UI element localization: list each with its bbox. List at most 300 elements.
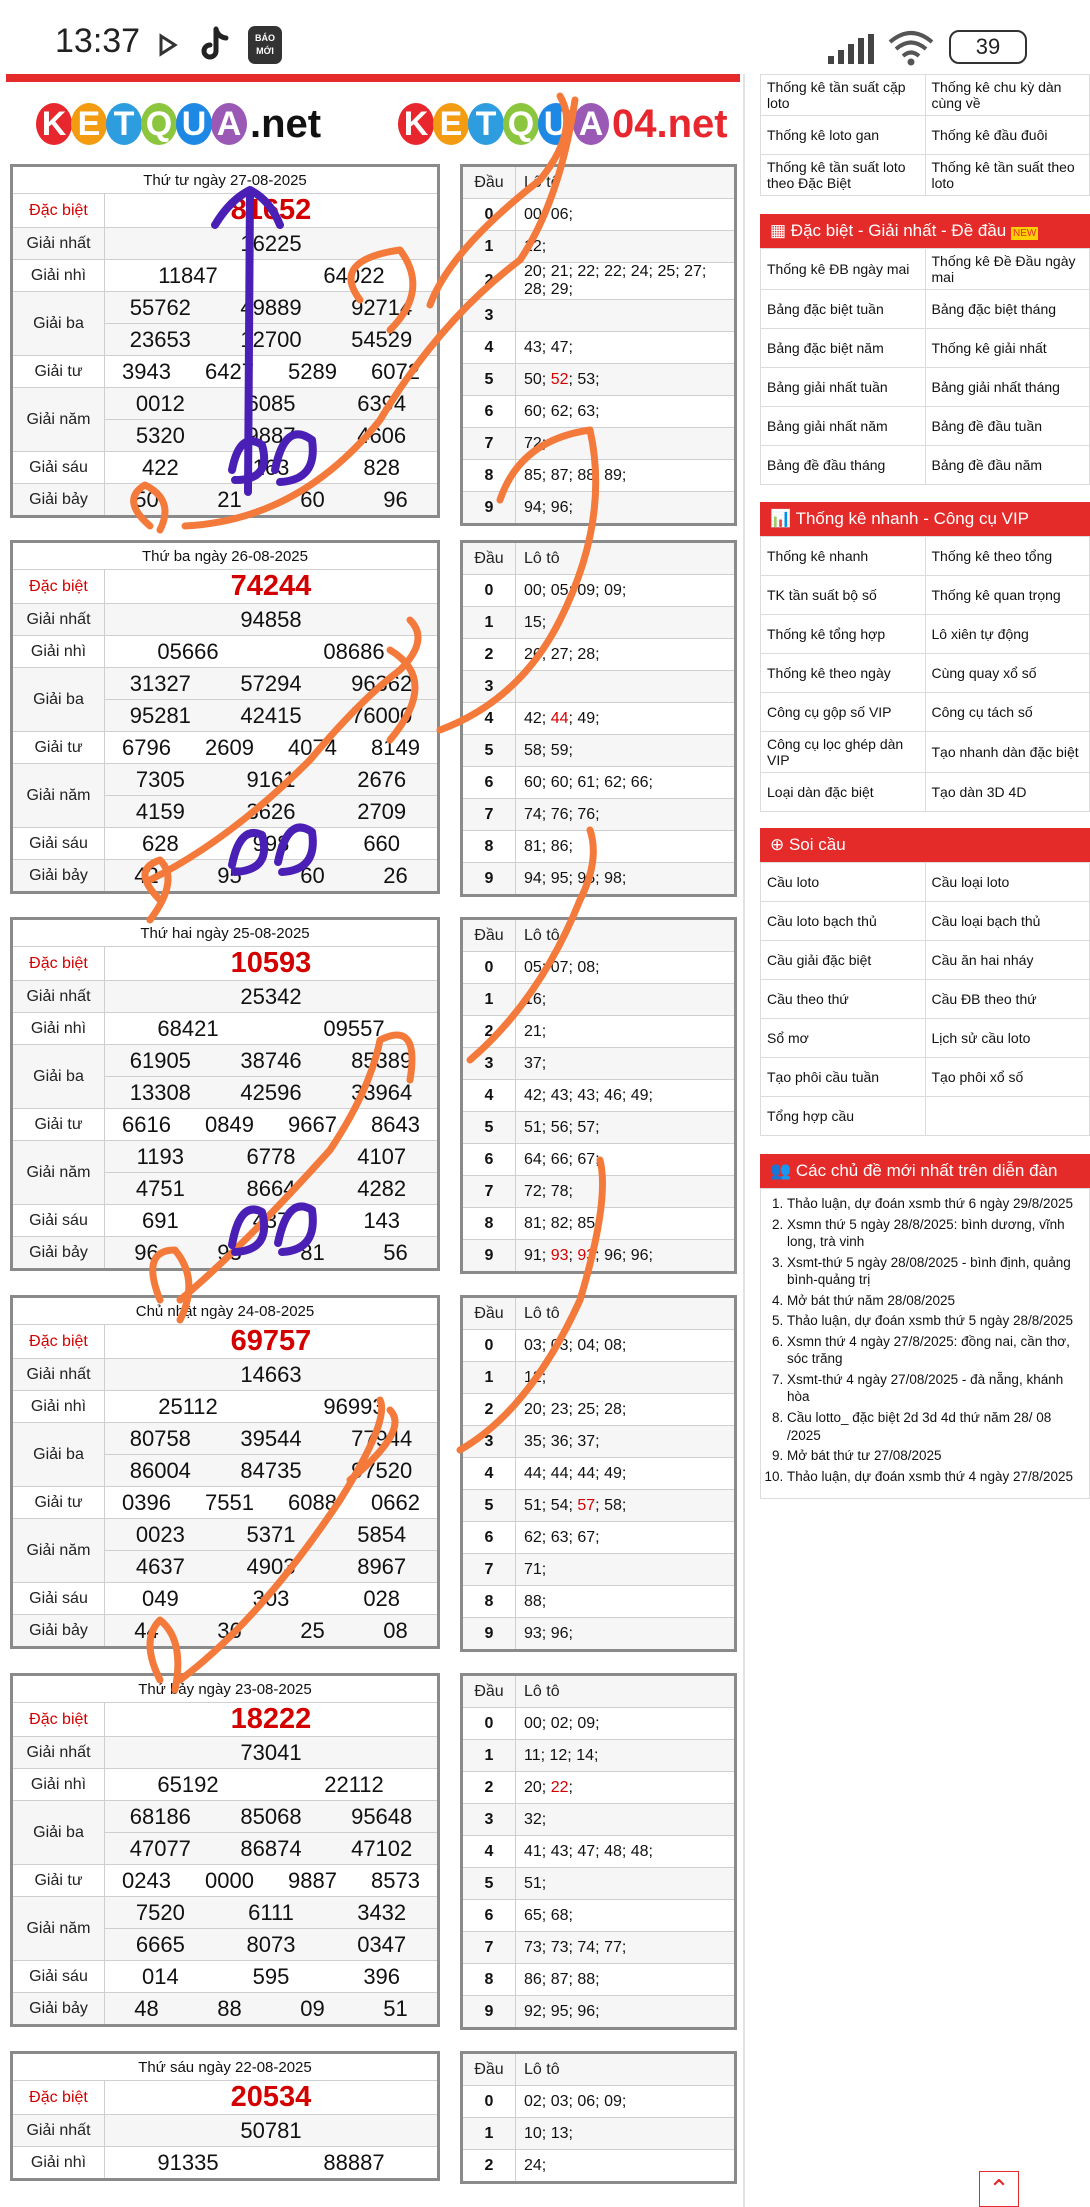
prize-number: 8149 (371, 734, 420, 760)
prize-numbers (105, 1016, 437, 1042)
baomoi-icon: BÁO MỚI (248, 26, 282, 64)
draw-title: Thứ ba ngày 26-08-2025 (12, 542, 439, 570)
prize-number: 6111 (248, 1899, 294, 1925)
sidebar-link[interactable]: Thống kê đầu đuôi (925, 116, 1090, 155)
prize-label: Giải nhì (12, 636, 105, 668)
sidebar-link[interactable]: Bảng đề đầu năm (925, 446, 1090, 485)
loto-values: 72; 78; (516, 1176, 736, 1208)
prize-numbers (105, 1554, 437, 1580)
loto-values: 91; 93; 93; 96; 96; (516, 1240, 736, 1273)
prize-label: Giải ba (12, 1801, 105, 1865)
prize-number: 39544 (240, 1425, 302, 1451)
sidebar-link[interactable]: Thống kê loto gan (761, 116, 926, 155)
loto-values: 65; 68; (516, 1900, 736, 1932)
prize-number: 5854 (357, 1521, 407, 1547)
news-item[interactable]: 2. Xsmn thứ 5 ngày 28/8/2025: bình dương, vĩnh long, trà vinh (787, 1216, 1085, 1251)
sidebar-link[interactable]: Sổ mơ (761, 1019, 926, 1058)
loto-head: 9 (462, 492, 516, 525)
sidebar-link[interactable]: Tạo dàn 3D 4D (925, 773, 1090, 812)
prize-number: 92714 (351, 294, 413, 320)
loto-values: 00; 05; 09; 09; (516, 575, 736, 607)
loto-head: 6 (462, 1522, 516, 1554)
prize-label: Đặc biệt (12, 947, 105, 981)
prize-numbers (105, 263, 437, 289)
loto-values: 60; 62; 63; (516, 396, 736, 428)
sidebar-link[interactable]: Thống kê tần suất theo loto (925, 155, 1090, 196)
sidebar-link[interactable]: Tạo phôi cầu tuần (761, 1058, 926, 1097)
news-item[interactable]: 4. Mở bát thứ năm 28/08/2025 (787, 1292, 1085, 1310)
special-prize: 69757 (230, 1325, 312, 1357)
prize-number: 33964 (351, 1079, 413, 1105)
prize-label: Giải nhì (12, 1769, 105, 1801)
prize-numbers (105, 703, 437, 729)
prize-numbers (105, 1900, 437, 1926)
soi-cau-links (760, 862, 1090, 1136)
loto-head: 4 (462, 1458, 516, 1490)
loto-values: 58; 59; (516, 735, 736, 767)
results-table (10, 2051, 440, 2181)
prize-number: 88 (217, 1995, 242, 2021)
sidebar-link[interactable]: Thống kê nhanh (761, 537, 926, 576)
results-table (10, 164, 440, 518)
head-label: Đầu (462, 919, 516, 952)
loto-values: 10; 13; (516, 2118, 736, 2150)
prize-numbers (105, 1080, 437, 1106)
loto-values: 32; (516, 1804, 736, 1836)
loto-values: 93; 96; (516, 1618, 736, 1651)
logo-letter: E (71, 103, 107, 145)
prize-number: 660 (363, 830, 401, 856)
sidebar-top-links (760, 74, 1090, 196)
sidebar-link[interactable]: Cầu ĐB theo thứ (925, 980, 1090, 1019)
loto-values: 05; 07; 08; (516, 952, 736, 984)
loto-table (460, 540, 737, 897)
news-item[interactable]: 10. Thảo luận, dự đoán xsmb thứ 4 ngày 27/8/2025 (787, 1468, 1085, 1486)
loto-head: 5 (462, 364, 516, 396)
prize-number: 85068 (240, 1803, 302, 1829)
loto-head: 5 (462, 1112, 516, 1144)
prize-number: 6778 (246, 1143, 296, 1169)
prize-number: 0662 (371, 1489, 420, 1515)
prize-number: 95 (217, 862, 242, 888)
prize-numbers (105, 391, 437, 417)
sidebar-link[interactable] (925, 1097, 1090, 1136)
prize-number: 44 (134, 1617, 159, 1643)
prize-numbers (105, 1458, 437, 1484)
news-item[interactable]: 6. Xsmn thứ 4 ngày 27/8/2025: đồng nai, cần thơ, sóc trăng (787, 1333, 1085, 1368)
loto-head: 2 (462, 1016, 516, 1048)
sidebar-link[interactable]: Cầu theo thứ (761, 980, 926, 1019)
sidebar-link[interactable]: Bảng đặc biệt tuần (761, 290, 926, 329)
prize-label: Giải tư (12, 732, 105, 764)
loto-values: 81; 82; 85; (516, 1208, 736, 1240)
table-icon: ▦ (770, 221, 791, 240)
prize-number: 12700 (240, 326, 302, 352)
sidebar-link[interactable]: Lô xiên tự động (925, 615, 1090, 654)
sidebar-link[interactable]: Thống kê tổng hợp (761, 615, 926, 654)
loto-values: 86; 87; 88; (516, 1964, 736, 1996)
loto-head: 5 (462, 735, 516, 767)
prize-number: 08686 (323, 638, 385, 664)
prize-number: 396 (363, 1963, 401, 1989)
sidebar-link[interactable]: Thống kê theo ngày (761, 654, 926, 693)
prize-number: 42 (134, 862, 159, 888)
logo-tail: 04.net (612, 101, 728, 146)
loto-head: 7 (462, 1176, 516, 1208)
prize-number: 96362 (351, 670, 413, 696)
head-label: Đầu (462, 2053, 516, 2086)
loto-head: 9 (462, 1240, 516, 1273)
signal-icon (828, 34, 874, 64)
prize-number: 4074 (288, 734, 337, 760)
sidebar-link[interactable]: Cầu ăn hai nháy (925, 941, 1090, 980)
loto-values: 00; 02; 09; (516, 1708, 736, 1740)
loto-head: 8 (462, 1964, 516, 1996)
prize-number: 86874 (240, 1835, 302, 1861)
sidebar-link[interactable]: Bảng giải nhất năm (761, 407, 926, 446)
logo-letter: A (211, 103, 247, 145)
prize-numbers (105, 1112, 437, 1138)
loto-values: 03; 03; 04; 08; (516, 1330, 736, 1362)
logo-letter: T (106, 103, 142, 145)
loto-head: 2 (462, 639, 516, 671)
loto-values: 74; 76; 76; (516, 799, 736, 831)
loto-values: 37; (516, 1048, 736, 1080)
prize-numbers (105, 767, 437, 793)
prize-number: 9887 (246, 422, 296, 448)
results-table (10, 540, 440, 894)
search-icon: ⊕ (770, 835, 789, 854)
prize-number: 91335 (157, 2149, 219, 2175)
prize-number: 96 (134, 1239, 159, 1265)
prize-number: 50 (134, 486, 159, 512)
prize-label: Giải nhất (12, 1737, 105, 1769)
loto-values: 24; (516, 2150, 736, 2183)
prize-number: 49889 (240, 294, 302, 320)
sidebar-link[interactable]: Bảng đề đầu tuần (925, 407, 1090, 446)
loto-head: 1 (462, 1740, 516, 1772)
loto-values (516, 300, 736, 332)
dac-biet-links (760, 248, 1090, 485)
prize-label: Giải bảy (12, 484, 105, 517)
loto-head: 4 (462, 1836, 516, 1868)
prize-numbers (105, 1208, 437, 1234)
loto-values (516, 671, 736, 703)
news-item[interactable]: 5. Thảo luận, dự đoán xsmb thứ 5 ngày 28/8/2025 (787, 1312, 1085, 1330)
prize-number: 8967 (357, 1553, 407, 1579)
prize-number: 0243 (122, 1867, 171, 1893)
loto-values: 85; 87; 88; 89; (516, 460, 736, 492)
prize-number: 3626 (246, 798, 296, 824)
prize-number: 25 (300, 1617, 325, 1643)
loto-head: 9 (462, 1618, 516, 1651)
first-prize: 50781 (240, 2117, 302, 2143)
sidebar-link[interactable]: Thống kê ĐB ngày mai (761, 249, 926, 290)
loto-values: 20; 23; 25; 28; (516, 1394, 736, 1426)
prize-number: 828 (363, 454, 401, 480)
first-prize: 16225 (240, 230, 302, 256)
prize-numbers (105, 1394, 437, 1420)
sidebar-link[interactable]: Thống kê giải nhất (925, 329, 1090, 368)
prize-number: 5289 (288, 358, 337, 384)
prize-number: 437 (252, 1207, 290, 1233)
loto-values: 12; (516, 1362, 736, 1394)
prize-numbers (105, 1996, 437, 2022)
prize-label: Giải sáu (12, 1583, 105, 1615)
prize-number: 2676 (357, 766, 407, 792)
prize-numbers (105, 423, 437, 449)
sidebar-link[interactable]: Bảng đặc biệt tháng (925, 290, 1090, 329)
prize-label: Giải ba (12, 292, 105, 356)
loto-values: 35; 36; 37; (516, 1426, 736, 1458)
prize-numbers (105, 327, 437, 353)
prize-number: 4637 (135, 1553, 185, 1579)
prize-label: Giải tư (12, 1487, 105, 1519)
sidebar-link[interactable]: Bảng giải nhất tháng (925, 368, 1090, 407)
sidebar-link[interactable]: Loại dàn đặc biệt (761, 773, 926, 812)
prize-label: Giải năm (12, 388, 105, 452)
prize-numbers (105, 799, 437, 825)
scroll-top-button[interactable]: ⌃ (979, 2171, 1019, 2207)
prize-number: 47077 (129, 1835, 191, 1861)
loto-label: Lô tô (516, 166, 736, 199)
first-prize: 73041 (240, 1739, 302, 1765)
draw-title: Chủ nhật ngày 24-08-2025 (12, 1297, 439, 1325)
loto-head: 7 (462, 1554, 516, 1586)
sidebar-link[interactable]: Tạo nhanh dàn đặc biệt (925, 732, 1090, 773)
sidebar-link[interactable]: Công cụ gộp số VIP (761, 693, 926, 732)
loto-head: 3 (462, 671, 516, 703)
loto-head: 0 (462, 952, 516, 984)
loto-head: 8 (462, 1208, 516, 1240)
section-forum (760, 1154, 1090, 1499)
prize-number: 09 (300, 1995, 325, 2021)
prize-number: 55762 (129, 294, 191, 320)
loto-values: 71; (516, 1554, 736, 1586)
prize-number: 48 (134, 1995, 159, 2021)
section-dac-biet (760, 214, 1090, 485)
prize-label: Đặc biệt (12, 194, 105, 228)
prize-number: 96993 (323, 1393, 385, 1419)
prize-numbers (105, 1144, 437, 1170)
special-prize: 10593 (230, 947, 312, 979)
prize-number: 0012 (135, 390, 185, 416)
status-bar (0, 0, 1019, 74)
sidebar-link[interactable]: Lịch sử cầu loto (925, 1019, 1090, 1058)
prize-numbers (105, 1964, 437, 1990)
prize-numbers (105, 1048, 437, 1074)
loto-label: Lô tô (516, 2053, 736, 2086)
loto-head: 4 (462, 703, 516, 735)
sidebar-link[interactable]: Tạo phôi xổ số (925, 1058, 1090, 1097)
prize-number: 42415 (240, 702, 302, 728)
sidebar-link[interactable]: Thống kê chu kỳ dàn cùng về (925, 75, 1090, 116)
loto-values: 43; 47; (516, 332, 736, 364)
results-table (10, 1673, 440, 2027)
chart-icon: 📊 (770, 509, 796, 528)
sidebar-link[interactable]: Bảng giải nhất tuần (761, 368, 926, 407)
prize-label: Giải sáu (12, 828, 105, 860)
prize-number: 51 (383, 1995, 408, 2021)
prize-number: 4606 (357, 422, 407, 448)
top-links-table (760, 74, 1090, 196)
draw-title: Thứ tư ngày 27-08-2025 (12, 166, 439, 194)
prize-number: 6796 (122, 734, 171, 760)
prize-label: Giải sáu (12, 1961, 105, 1993)
prize-number: 6665 (135, 1931, 185, 1957)
special-prize: 18222 (230, 1703, 312, 1735)
loto-label: Lô tô (516, 919, 736, 952)
sidebar-link[interactable]: Thống kê theo tổng (925, 537, 1090, 576)
loto-head: 0 (462, 2086, 516, 2118)
news-item[interactable]: 1. Thảo luận, dự đoán xsmb thứ 6 ngày 29/8/2025 (787, 1195, 1085, 1213)
sidebar-link[interactable]: Bảng đề đầu tháng (761, 446, 926, 485)
prize-label: Giải nhất (12, 1359, 105, 1391)
logo-letter: K (398, 103, 434, 145)
sidebar-link[interactable]: Cầu loại loto (925, 863, 1090, 902)
loto-head: 2 (462, 263, 516, 300)
sidebar-link[interactable]: Thống kê quan trọng (925, 576, 1090, 615)
prize-number: 143 (363, 1207, 401, 1233)
prize-number: 86004 (129, 1457, 191, 1483)
prize-label: Giải ba (12, 668, 105, 732)
prize-numbers (105, 1522, 437, 1548)
loto-values: 94; 95; 95; 98; (516, 863, 736, 896)
sidebar-link[interactable]: Cầu loto (761, 863, 926, 902)
news-item[interactable]: 3. Xsmt-thứ 5 ngày 28/08/2025 - bình định, quảng bình-quảng trị (787, 1254, 1085, 1289)
prize-number: 77944 (351, 1425, 413, 1451)
prize-label: Giải nhất (12, 604, 105, 636)
sidebar-link[interactable]: Thống kê Đề Đầu ngày mai (925, 249, 1090, 290)
prize-number: 11847 (158, 262, 218, 288)
prize-number: 628 (141, 830, 179, 856)
loto-head: 0 (462, 199, 516, 231)
logo-letter: A (573, 103, 609, 145)
prize-numbers (105, 1490, 437, 1516)
loto-head: 6 (462, 1144, 516, 1176)
prize-number: 6394 (357, 390, 407, 416)
prize-number: 4903 (246, 1553, 296, 1579)
prize-number: 4282 (357, 1175, 407, 1201)
draw-title: Thứ bảy ngày 23-08-2025 (12, 1675, 439, 1703)
ketqua-logo[interactable] (36, 96, 321, 152)
section-header: 📊 Thống kê nhanh - Công cụ VIP (760, 502, 1090, 536)
prize-numbers (105, 359, 437, 385)
prize-label: Giải nhì (12, 2147, 105, 2180)
prize-numbers (105, 1868, 437, 1894)
battery-indicator: 39 (949, 30, 1027, 64)
prize-number: 9161 (246, 766, 296, 792)
prize-number: 47102 (351, 1835, 413, 1861)
loto-head: 3 (462, 1426, 516, 1458)
loto-head: 6 (462, 1900, 516, 1932)
loto-values: 73; 73; 74; 77; (516, 1932, 736, 1964)
sidebar-link[interactable]: Cầu loại bạch thủ (925, 902, 1090, 941)
loto-table (460, 1295, 737, 1652)
loto-values: 51; 56; 57; (516, 1112, 736, 1144)
prize-number: 60 (300, 486, 325, 512)
prize-number: 2609 (205, 734, 254, 760)
prize-number: 4159 (135, 798, 185, 824)
prize-number: 014 (141, 1963, 179, 1989)
prize-number: 60 (300, 862, 325, 888)
sidebar-link[interactable]: Cùng quay xổ số (925, 654, 1090, 693)
loto-head: 2 (462, 1772, 516, 1804)
loto-head: 4 (462, 1080, 516, 1112)
sidebar-link[interactable]: Cầu loto bạch thủ (761, 902, 926, 941)
prize-label: Giải năm (12, 764, 105, 828)
sidebar-link[interactable]: Tổng hợp cầu (761, 1097, 926, 1136)
loto-values: 20; 22; (516, 1772, 736, 1804)
prize-numbers (105, 1804, 437, 1830)
prize-number: 5371 (246, 1521, 296, 1547)
news-item[interactable]: 9. Mở bát thứ tư 27/08/2025 (787, 1447, 1085, 1465)
prize-numbers (105, 1772, 437, 1798)
prize-numbers (105, 1618, 437, 1644)
prize-label: Đặc biệt (12, 2081, 105, 2115)
prize-numbers (105, 1932, 437, 1958)
logo-letter: Q (503, 103, 539, 145)
sidebar-link[interactable]: Cầu giải đặc biệt (761, 941, 926, 980)
prize-number: 38746 (240, 1047, 302, 1073)
prize-number: 0396 (122, 1489, 171, 1515)
loto-values: 15; (516, 607, 736, 639)
prize-number: 42596 (240, 1079, 302, 1105)
news-item[interactable]: 8. Cầu lotto_ đặc biệt 2d 3d 4d thứ năm 28/ 08 /2025 (787, 1409, 1085, 1444)
prize-number: 7551 (205, 1489, 254, 1515)
prize-numbers (105, 455, 437, 481)
loto-head: 8 (462, 831, 516, 863)
sidebar-link[interactable]: Thống kê tần suất cặp loto (761, 75, 926, 116)
loto-head: 1 (462, 2118, 516, 2150)
loto-table (460, 917, 737, 1274)
results-table (10, 1295, 440, 1649)
results-column (0, 74, 745, 2207)
sidebar-link[interactable]: Công cụ tách số (925, 693, 1090, 732)
prize-label: Đặc biệt (12, 1325, 105, 1359)
loto-head: 6 (462, 767, 516, 799)
sidebar-link[interactable]: Bảng đặc biệt năm (761, 329, 926, 368)
sidebar-link[interactable]: Công cụ lọc ghép dàn VIP (761, 732, 926, 773)
news-item[interactable]: 7. Xsmt-thứ 4 ngày 27/08/2025 - đà nẵng, khánh hòa (787, 1371, 1085, 1406)
page-content (0, 74, 1079, 2207)
sidebar-link[interactable]: TK tần suất bộ số (761, 576, 926, 615)
draw-title: Thứ sáu ngày 22-08-2025 (12, 2053, 439, 2081)
results-table (10, 917, 440, 1271)
special-prize: 74244 (230, 570, 312, 602)
prize-number: 4107 (357, 1143, 407, 1169)
ketqua04-logo[interactable] (398, 96, 728, 152)
prize-numbers (105, 1586, 437, 1612)
loto-head: 7 (462, 428, 516, 460)
sidebar-link[interactable]: Thống kê tần suất loto theo Đặc Biệt (761, 155, 926, 196)
prize-label: Giải năm (12, 1519, 105, 1583)
prize-numbers (105, 487, 437, 513)
section-soi-cau (760, 828, 1090, 1136)
prize-label: Giải tư (12, 1109, 105, 1141)
prize-label: Giải bảy (12, 1237, 105, 1270)
section-header: 👥 Các chủ đề mới nhất trên diễn đàn (760, 1154, 1090, 1188)
prize-number: 7305 (135, 766, 185, 792)
prize-number: 049 (141, 1585, 179, 1611)
prize-number: 13308 (129, 1079, 191, 1105)
loto-head: 1 (462, 607, 516, 639)
loto-head: 1 (462, 1362, 516, 1394)
prize-numbers (105, 2150, 437, 2176)
logo-letter: U (538, 103, 574, 145)
news-list (760, 1188, 1090, 1499)
prize-number: 3943 (122, 358, 171, 384)
